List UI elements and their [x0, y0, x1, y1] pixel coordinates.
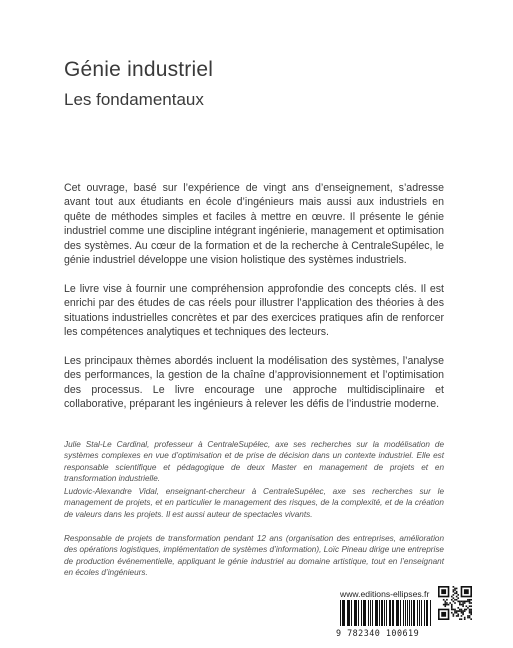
- barcode-bar: [340, 600, 341, 626]
- barcode-bar: [348, 600, 350, 626]
- barcode-bar: [384, 600, 385, 626]
- barcode-bar: [403, 600, 404, 626]
- barcode-bar: [421, 600, 422, 626]
- barcode-bar: [355, 600, 356, 626]
- barcode-bar: [358, 600, 359, 626]
- barcode-bar: [351, 600, 352, 626]
- author-bio-2: Ludovic-Alexandre Vidal, enseignant-chercheur à CentraleSupélec, axe ses recherches sur le management de projets, et en particulier le management des risques, de la complexité, et de la création de valeurs dans les projets. Il est aussi auteur de spectacles vivants.: [64, 487, 444, 519]
- isbn-digits: 9 782340 100619: [336, 628, 420, 638]
- barcode-bar: [411, 600, 412, 626]
- barcode-bar: [368, 600, 369, 626]
- barcode-bar: [397, 600, 399, 626]
- author-bio-3: Responsable de projets de transformation pendant 12 ans (organisation des entreprises, amélioration des opérations logistiques, implémentation de systèmes d’information), Loïc Pineau dirige une entreprise de production événementielle, appliquant le génie industriel au domaine artistique, tout en l’enseignant en écoles d’ingénieurs.: [64, 534, 444, 578]
- description-paragraph-3: Les principaux thèmes abordés incluent la modélisation des systèmes, l’analyse des performances, la gestion de la chaîne d’approvisionnement et l’optimisation des processus. Le livre encourage une approche multidisciplinaire et collaborative, préparant les ingénieurs à relever les défis de l’industrie moderne.: [64, 355, 444, 411]
- barcode-bar: [386, 600, 387, 626]
- barcode-bar: [342, 600, 343, 626]
- author-bio-1: Julie Stal-Le Cardinal, professeur à CentraleSupélec, axe ses recherches sur la modélisation de systèmes complexes en vue d’optimisation et de prise de décision dans un contexte industriel. Elle est responsable scientifique et pédagogique de deux Master en management de projets et en transformation industrielle.: [64, 440, 444, 484]
- barcode-bar: [390, 600, 391, 626]
- barcode-bar: [427, 600, 428, 626]
- barcode-bar: [396, 600, 397, 626]
- barcode-bar: [426, 600, 427, 626]
- barcode-bar: [413, 600, 415, 626]
- barcode-bar: [375, 600, 376, 626]
- barcode-bar: [424, 600, 425, 626]
- barcode-bar: [407, 600, 408, 626]
- barcode-bar: [405, 600, 406, 626]
- barcode-bar: [376, 600, 377, 626]
- barcode-bar: [409, 600, 410, 626]
- barcode-bar: [372, 600, 373, 626]
- qr-code-icon: [438, 586, 472, 620]
- isbn-barcode: [340, 600, 432, 626]
- barcode-bar: [419, 600, 420, 626]
- barcode-bar: [363, 600, 364, 626]
- barcode-bar: [389, 600, 390, 626]
- description-paragraph-2: Le livre vise à fournir une compréhension approfondie des concepts clés. Il est enrichi par des études de cas réels pour illustrer l’application des théories à des situations industrielles concrètes et par des exercices pratiques afin de renforcer les compétences analytiques et techniques des lecteurs.: [64, 283, 444, 339]
- barcode-bar: [354, 600, 355, 626]
- barcode-bar: [347, 600, 348, 626]
- book-subtitle: Les fondamentaux: [64, 90, 204, 109]
- barcode-bar: [379, 600, 380, 626]
- barcode-bar: [381, 600, 383, 626]
- barcode-bar: [370, 600, 371, 626]
- barcode-bar: [343, 600, 344, 626]
- barcode-bar: [430, 600, 431, 626]
- barcode-bar: [392, 600, 393, 626]
- barcode-bar: [400, 600, 401, 626]
- barcode-bar: [417, 600, 418, 626]
- description-paragraph-1: Cet ouvrage, basé sur l’expérience de vingt ans d’enseignement, s’adresse avant tout aux étudiants en école d’ingénieurs mais aussi aux industriels en quête de méthodes simples et faciles à mettre en œuvre. Il présente le génie industriel comme une discipline intégrant ingénierie, management et optimisation des systèmes. Au cœur de la formation et de la recherche à CentraleSupélec, le génie industriel développe une vision holistique des systèmes industriels.: [64, 182, 444, 267]
- publisher-website: www.editions-ellipses.fr: [340, 589, 430, 599]
- book-title: Génie industriel: [64, 58, 214, 81]
- barcode-bar: [361, 600, 362, 626]
- barcode-bar: [364, 600, 366, 626]
